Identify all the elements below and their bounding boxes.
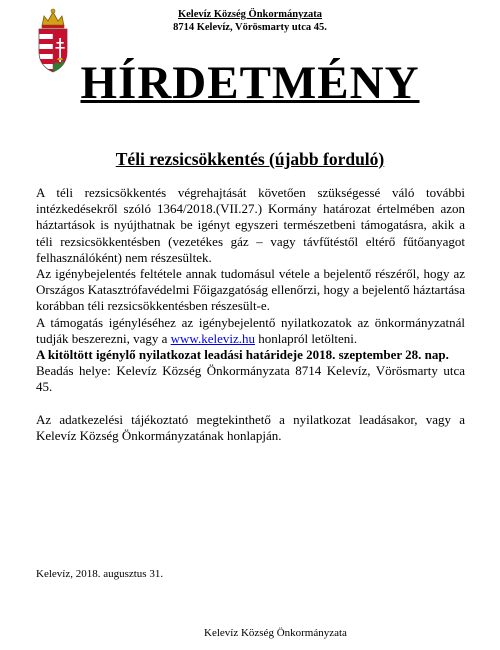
- paragraph-forms: [36, 315, 465, 347]
- document-date: Kelevíz, 2018. augusztus 31.: [36, 568, 164, 580]
- paragraph-intro: A téli rezsicsökkentés végrehajtását követően szükségessé váló további intézkedésekről szóló 1364/2018.(VII.27.) Kormány határozat értelmében azon háztartások is nyújthatnak be igényt egyszeri természetbeni támogatásra, akik a téli rezsicsökkentésben (vezetékes gáz – vagy távfűtéstől eltérő fűtőanyagot felhasználóként) nem részesültek.: [36, 185, 465, 265]
- privacy-notice: Az adatkezelési tájékoztató megtekinthető a nyilatkozat leadásakor, vagy a Kelevíz Község Önkormányzatának honlapján.: [36, 411, 465, 443]
- submission-place: Beadás helye: Kelevíz Község Önkormányzata 8714 Kelevíz, Vörösmarty utca 45.: [36, 363, 465, 395]
- spacer: [36, 396, 465, 412]
- page-title: HÍRDETMÉNY: [80, 57, 420, 109]
- paragraph-condition: Az igénybejelentés feltétele annak tudomásul vétele a bejelentő részéről, hogy az Országos Katasztrófavédelmi Főigazgatóság ellenőrzi, hogy a bejelentő háztartása korábban téli rezsicsökkentésben részesült-e.: [36, 266, 465, 314]
- website-link[interactable]: www.keleviz.hu: [170, 330, 255, 346]
- office-name: Kelevíz Község Önkormányzata: [177, 9, 323, 20]
- paragraph-forms-text-end: honlapról letölteni.: [255, 330, 358, 346]
- paragraph-forms-text-start: A támogatás igényléséhez az igénybejelentő nyilatkozatok az önkormányzatnál tudják beszerezni, vagy a: [36, 314, 465, 346]
- deadline-text: A kitöltött igénylő nyilatkozat leadási határideje 2018. szeptember 28. nap.: [36, 347, 449, 363]
- signature: Kelevíz Község Önkormányzata: [204, 627, 347, 639]
- office-header: [150, 8, 350, 34]
- notice-body: [36, 185, 465, 444]
- page-subtitle: Téli rezsicsökkentés (újabb forduló): [115, 149, 385, 169]
- office-address: 8714 Kelevíz, Vörösmarty utca 45.: [173, 22, 327, 33]
